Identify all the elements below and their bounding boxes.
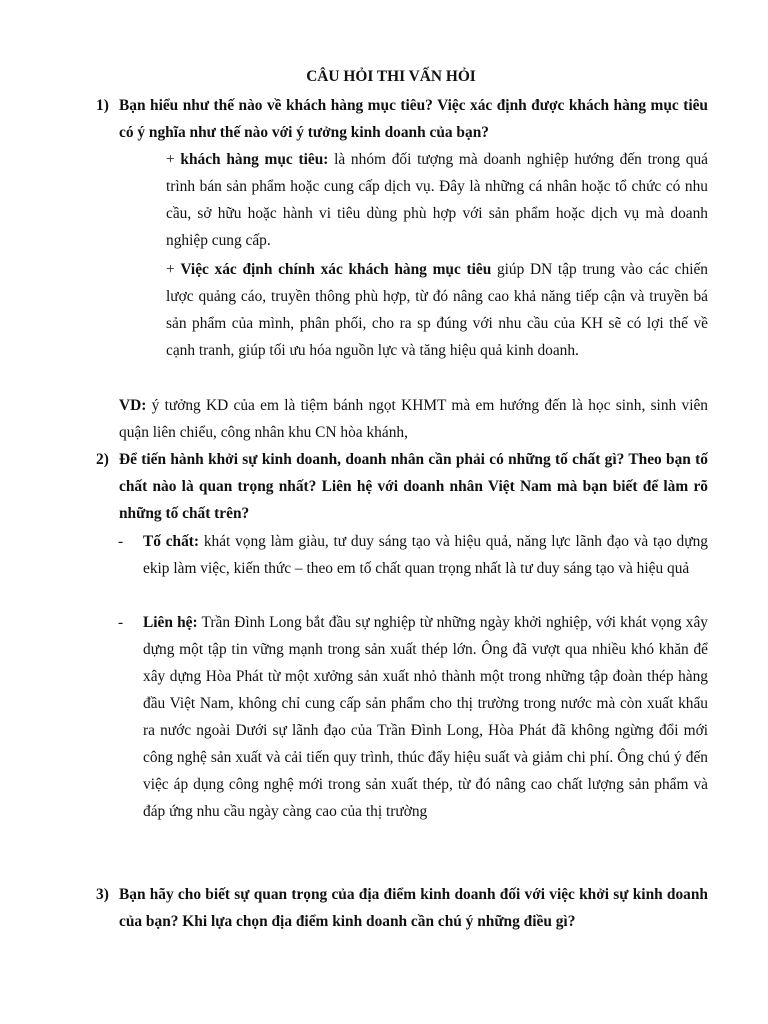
q1-example-text: ý tưởng KD của em là tiệm bánh ngọt KHMT mà em hướng đến là học sinh, sinh viên quận liên chiểu, công nhân khu CN hòa khánh, [119, 397, 708, 441]
q2-item-1-text: khát vọng làm giàu, tư duy sáng tạo và hiệu quả, năng lực lãnh đạo và tạo dựng ekip làm việc, kiến thức – theo em tố chất quan trọng nhất là tư duy sáng tạo và hiệu quả [143, 533, 708, 577]
q1-example [119, 392, 708, 446]
q1-point-1-text: là nhóm đối tượng mà doanh nghiệp hướng đến trong quá trình bán sản phẩm hoặc cung cấp dịch vụ. Đây là những cá nhân hoặc tổ chức có nhu cầu, sở hữu hoặc hành vi tiêu dùng phù hợp với sản phẩm hoặc dịch vụ mà doanh nghiệp cung cấp. [166, 151, 709, 249]
q2-item-2-text: Trần Đình Long bắt đầu sự nghiệp từ những ngày khởi nghiệp, với khát vọng xây dựng một tập tin vững mạnh trong sản xuất thép lớn. Ông đã vượt qua nhiều khó khăn để xây dựng Hòa Phát từ một xưởng sản xuất nhỏ thành một trong những tập đoàn thép hàng đầu Việt Nam, không chỉ cung cấp sản phẩm cho thị trường trong nước mà còn xuất khẩu ra nước ngoài Dưới sự lãnh đạo của Trần Đình Long, Hòa Phát đã không ngừng đổi mới công nghệ sản xuất và cải tiến quy trình, thúc đẩy hiệu suất và giảm chi phí. Ông chú ý đến việc áp dụng công nghệ mới trong sản xuất thép, từ đó nâng cao chất lượng sản phẩm và đáp ứng nhu cầu ngày càng cao của thị trường [143, 614, 708, 820]
question-2-text: Để tiến hành khởi sự kinh doanh, doanh nhân cần phải có những tố chất gì? Theo bạn tố chất nào là quan trọng nhất? Liên hệ với doanh nhân Việt Nam mà bạn biết để làm rõ những tố chất trên? [119, 451, 708, 522]
q1-point-1-prefix: + [166, 151, 181, 168]
question-1-number: 1) [96, 97, 109, 114]
q2-item-qualities [118, 528, 708, 582]
question-3 [96, 881, 708, 935]
q2-item-2-label: Liên hệ: [143, 614, 198, 631]
question-3-number: 3) [96, 886, 109, 903]
q2-item-1-label: Tố chất: [143, 533, 200, 550]
q1-point-1-term: khách hàng mục tiêu: [180, 151, 329, 168]
q2-item-example-entrepreneur [118, 609, 708, 825]
question-2-number: 2) [96, 451, 109, 468]
q1-point-2-prefix: + [166, 261, 181, 278]
q2-item-2-body [143, 609, 708, 825]
question-1 [96, 92, 708, 146]
q1-point-2-term: Việc xác định chính xác khách hàng mục tiêu [180, 261, 492, 278]
document-title: CÂU HỎI THI VẤN HỎI [306, 68, 476, 85]
q1-point-customer-definition [166, 146, 708, 254]
q1-point-customer-importance [166, 256, 708, 364]
q2-item-2-dash: - [118, 614, 124, 631]
q1-point-2-text: giúp DN tập trung vào các chiến lược quảng cáo, truyền thông phù hợp, từ đó nâng cao khả năng tiếp cận và truyền bá sản phẩm của mình, phân phối, cho ra sp đúng với nhu cầu của KH sẽ có lợi thế về cạnh tranh, giúp tối ưu hóa nguồn lực và tăng hiệu quả kinh doanh. [166, 261, 709, 359]
question-2 [96, 446, 708, 527]
question-1-text: Bạn hiểu như thế nào về khách hàng mục tiêu? Việc xác định được khách hàng mục tiêu có ý nghĩa như thế nào với ý tưởng kinh doanh của bạn? [119, 97, 708, 141]
q2-item-1-body [143, 528, 708, 582]
q1-example-label: VD: [119, 397, 147, 414]
question-3-text: Bạn hãy cho biết sự quan trọng của địa điểm kinh doanh đối với việc khởi sự kinh doanh của bạn? Khi lựa chọn địa điểm kinh doanh cần chú ý những điều gì? [119, 886, 708, 930]
q2-item-1-dash: - [118, 533, 124, 550]
